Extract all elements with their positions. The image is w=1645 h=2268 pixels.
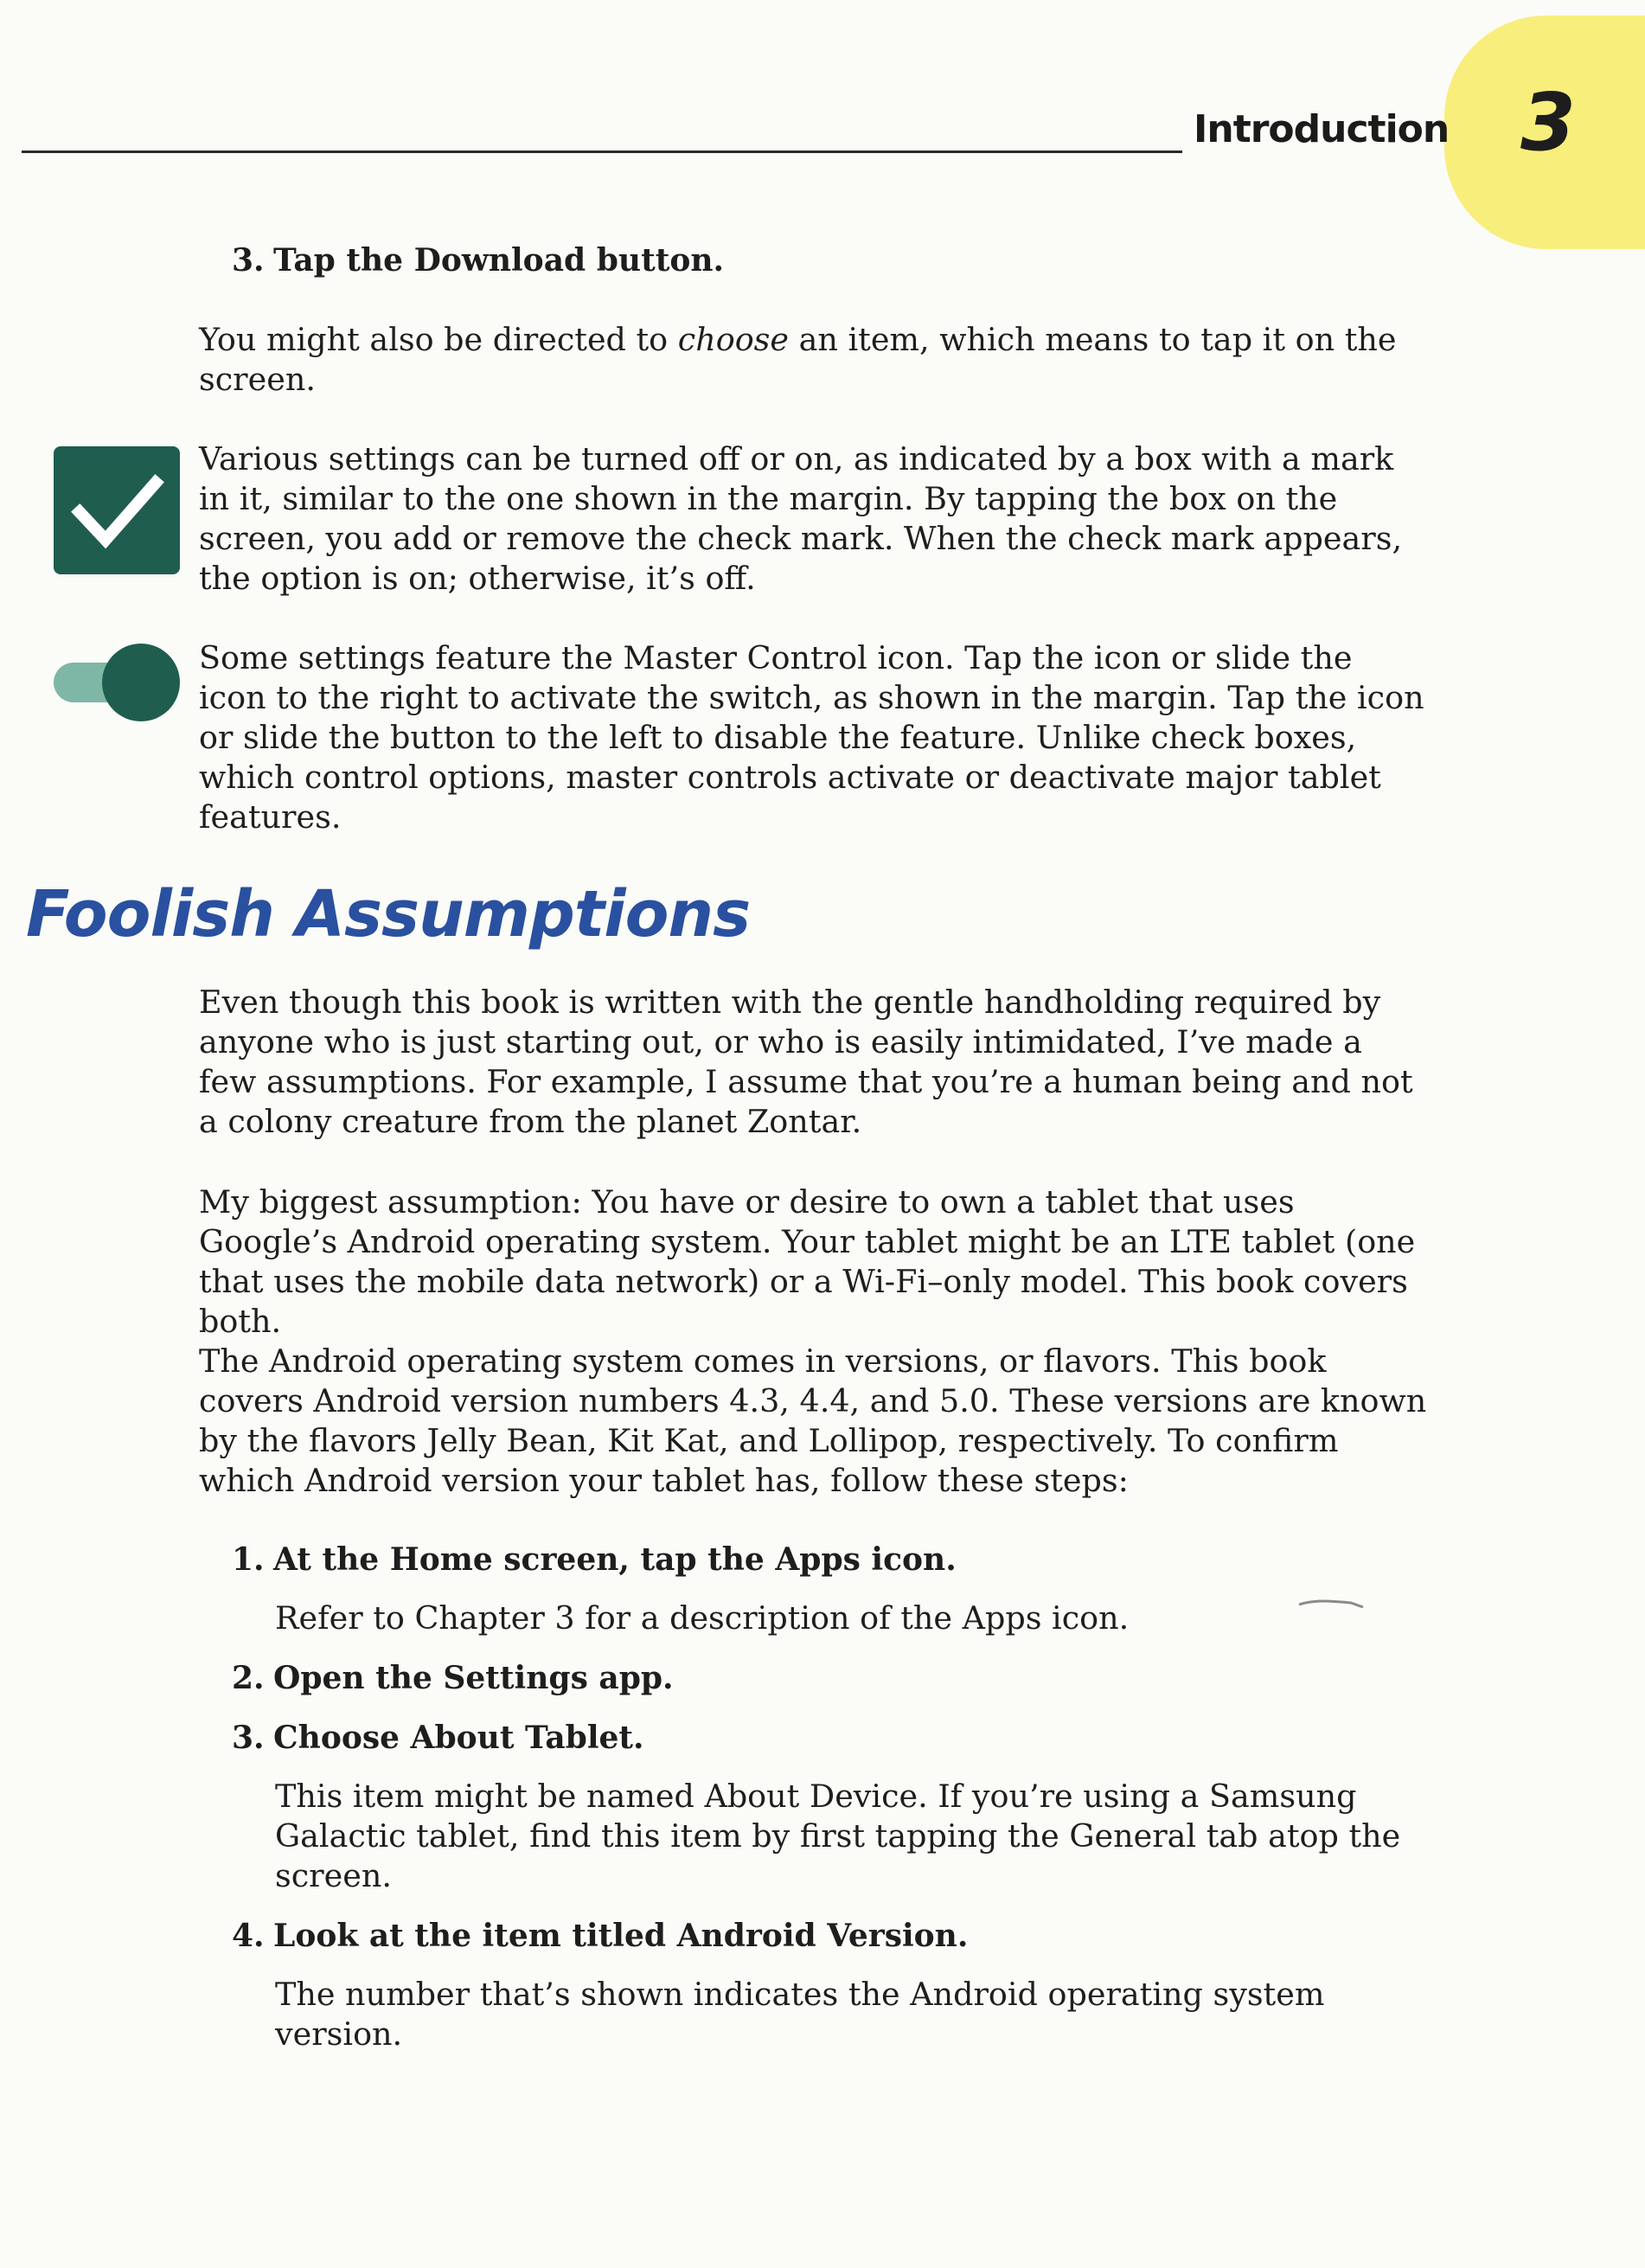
step-number: 1. [232, 1541, 265, 1578]
paragraph-choose [199, 320, 1427, 400]
step-number: 3. [232, 242, 265, 279]
step-text: Look at the item titled Android Version. [273, 1918, 969, 1954]
assumptions-paragraph-1: Even though this book is written with the gentle handholding required by anyone who is just starting out, or who is easily intimidated, I’ve made a few assumptions. For example, I assume that you’re a human being and not a colony creature from the planet Zontar. [199, 983, 1413, 1140]
paragraph-master-control: Some settings feature the Master Control icon. Tap the icon or slide the icon to the right to activate the switch, as shown in the margin. Tap the icon or slide the button to the left to disable the feature. Unlike check boxes, which control options, master controls activate or deactivate major tablet features. [199, 639, 1424, 836]
step-text: Open the Settings app. [273, 1660, 674, 1696]
paragraph-text: an item, which means to tap it on the screen. [199, 321, 1397, 398]
assumptions-paragraph-2: My biggest assumption: You have or desire to own a tablet that uses Google’s Android operating system. Your tablet might be an LTE tablet (one that uses the mobile data network) or a Wi-Fi–only model. This book covers both. [199, 1183, 1416, 1340]
step-description: Refer to Chapter 3 for a description of the Apps icon. [275, 1599, 1130, 1637]
section-heading: Foolish Assumptions [26, 877, 751, 951]
emphasis-text: choose [677, 321, 789, 358]
assumptions-paragraph-3: The Android operating system comes in versions, or flavors. This book covers Android version numbers 4.3, 4.4, and 5.0. These versions are known by the flavors Jelly Bean, Kit Kat, and Lollipop, respectively. To confirm which Android version your tablet has, follow these steps: [199, 1342, 1427, 1499]
page-number: 3 [1520, 76, 1576, 169]
step-number: 4. [232, 1918, 265, 1954]
step-text: Tap the Download button. [273, 242, 725, 279]
paragraph-checkbox: Various settings can be turned off or on, as indicated by a box with a mark in it, similar to the one shown in the margin. By tapping the box on the screen, you add or remove the check mark. When the check mark appears, the option is on; otherwise, it’s off. [199, 440, 1403, 597]
header-rule [22, 151, 1182, 153]
paragraph-text: You might also be directed to [199, 321, 678, 358]
master-control-icon [54, 644, 180, 721]
step-description: This item might be named About Device. If you’re using a Samsung Galactic tablet, find this item by first tapping the General tab atop the screen. [275, 1778, 1401, 1894]
running-header: Introduction [1194, 107, 1450, 151]
step-text: Choose About Tablet. [273, 1720, 644, 1756]
pencil-mark [1297, 1594, 1367, 1611]
step-text: At the Home screen, tap the Apps icon. [273, 1541, 957, 1578]
step-number: 2. [232, 1660, 265, 1696]
step-description: The number that’s shown indicates the Android operating system version. [275, 1976, 1325, 2053]
step-number: 3. [232, 1720, 265, 1756]
checkbox-icon [54, 446, 180, 574]
